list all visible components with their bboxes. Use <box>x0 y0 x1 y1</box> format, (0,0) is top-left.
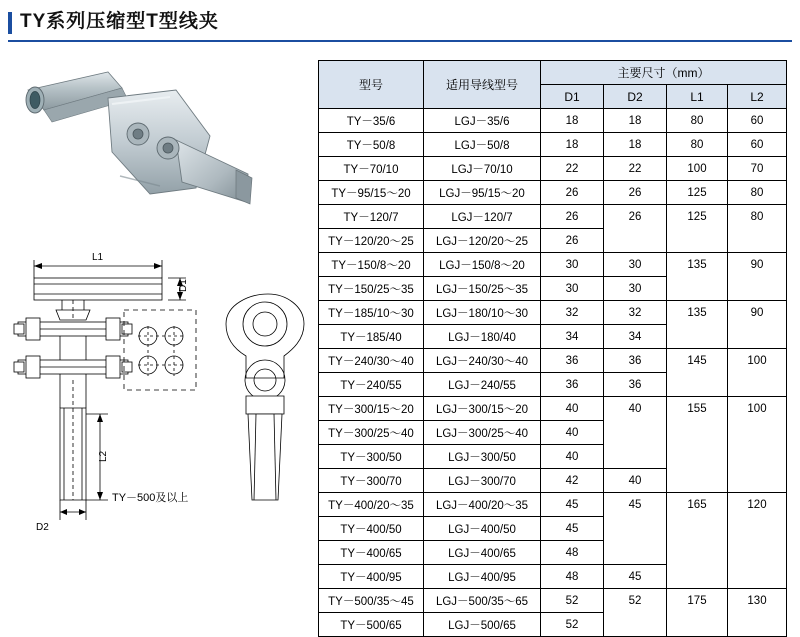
cell-l1 <box>667 613 728 637</box>
cell-wire-model: LGJ－35/6 <box>424 109 541 133</box>
header-d1: D1 <box>541 85 604 109</box>
cell-wire-model: LGJ－240/55 <box>424 373 541 397</box>
cell-d1: 42 <box>541 469 604 493</box>
label-d1: D1 <box>178 279 189 292</box>
cell-l1: 175 <box>667 589 728 613</box>
cell-l2: 80 <box>728 181 787 205</box>
title-divider <box>8 40 792 42</box>
cell-d1: 45 <box>541 517 604 541</box>
header-d2: D2 <box>604 85 667 109</box>
cell-l2 <box>728 613 787 637</box>
table-row <box>319 157 787 181</box>
cell-model: TY－70/10 <box>319 157 424 181</box>
drawing-caption: TY－500及以上 <box>112 492 189 504</box>
table-row <box>319 421 787 445</box>
cell-wire-model: LGJ－500/35～65 <box>424 589 541 613</box>
cell-d1: 32 <box>541 301 604 325</box>
cell-model: TY－400/65 <box>319 541 424 565</box>
cell-d2: 22 <box>604 157 667 181</box>
clamp-photo-illustration <box>0 48 318 208</box>
cell-model: TY－240/30～40 <box>319 349 424 373</box>
cell-d1: 26 <box>541 181 604 205</box>
table-row <box>319 541 787 565</box>
cell-l1: 135 <box>667 301 728 325</box>
cell-model: TY－95/15～20 <box>319 181 424 205</box>
cell-l1: 135 <box>667 253 728 277</box>
cell-model: TY－185/10～30 <box>319 301 424 325</box>
cell-model: TY－500/65 <box>319 613 424 637</box>
cell-model: TY－400/95 <box>319 565 424 589</box>
cell-l1 <box>667 229 728 253</box>
cell-wire-model: LGJ－180/10～30 <box>424 301 541 325</box>
cell-l1 <box>667 421 728 445</box>
cell-d1: 52 <box>541 613 604 637</box>
cell-d1: 40 <box>541 445 604 469</box>
cell-l1: 145 <box>667 349 728 373</box>
cell-l1 <box>667 541 728 565</box>
cell-d2: 45 <box>604 493 667 517</box>
table-row <box>319 397 787 421</box>
cell-l1: 155 <box>667 397 728 421</box>
cell-l1 <box>667 469 728 493</box>
cell-d2: 34 <box>604 325 667 349</box>
cell-l2: 120 <box>728 493 787 517</box>
cell-d2: 30 <box>604 253 667 277</box>
cell-d2 <box>604 517 667 541</box>
header-l2: L2 <box>728 85 787 109</box>
header-wire-model: 适用导线型号 <box>424 61 541 109</box>
cell-d1: 48 <box>541 541 604 565</box>
cell-l1 <box>667 277 728 301</box>
cell-l2: 60 <box>728 109 787 133</box>
cell-l1: 100 <box>667 157 728 181</box>
cell-d2: 45 <box>604 565 667 589</box>
cell-d2 <box>604 541 667 565</box>
cell-model: TY－300/70 <box>319 469 424 493</box>
cell-wire-model: LGJ－150/25～35 <box>424 277 541 301</box>
header-main-dimensions: 主要尺寸（mm） <box>541 61 787 85</box>
table-row <box>319 565 787 589</box>
label-d2: D2 <box>36 522 49 533</box>
cell-d1: 18 <box>541 109 604 133</box>
cell-wire-model: LGJ－400/20～35 <box>424 493 541 517</box>
cell-d1: 36 <box>541 373 604 397</box>
cell-d2 <box>604 445 667 469</box>
cell-model: TY－300/15～20 <box>319 397 424 421</box>
cell-model: TY－240/55 <box>319 373 424 397</box>
cell-wire-model: LGJ－400/50 <box>424 517 541 541</box>
table-row <box>319 373 787 397</box>
cell-model: TY－300/50 <box>319 445 424 469</box>
cell-model: TY－120/7 <box>319 205 424 229</box>
cell-l2 <box>728 565 787 589</box>
table-row <box>319 133 787 157</box>
cell-l1: 80 <box>667 133 728 157</box>
cell-l1 <box>667 373 728 397</box>
cell-wire-model: LGJ－150/8～20 <box>424 253 541 277</box>
cell-d2: 36 <box>604 349 667 373</box>
cell-d2: 18 <box>604 109 667 133</box>
cell-l2 <box>728 373 787 397</box>
product-drawings <box>0 48 318 566</box>
cell-model: TY－185/40 <box>319 325 424 349</box>
cell-wire-model: LGJ－300/70 <box>424 469 541 493</box>
cell-d1: 34 <box>541 325 604 349</box>
cell-d2: 18 <box>604 133 667 157</box>
table-row <box>319 205 787 229</box>
cell-l2 <box>728 325 787 349</box>
table-row <box>319 589 787 613</box>
cell-model: TY－500/35～45 <box>319 589 424 613</box>
cell-model: TY－400/20～35 <box>319 493 424 517</box>
cell-wire-model: LGJ－300/15～20 <box>424 397 541 421</box>
cell-d1: 40 <box>541 421 604 445</box>
cell-l1 <box>667 565 728 589</box>
cell-l1: 125 <box>667 205 728 229</box>
page-header <box>0 8 800 40</box>
cell-l2: 130 <box>728 589 787 613</box>
table-row <box>319 469 787 493</box>
table-row <box>319 301 787 325</box>
cell-d1: 22 <box>541 157 604 181</box>
cell-l2: 90 <box>728 253 787 277</box>
cell-d1: 30 <box>541 277 604 301</box>
header-model: 型号 <box>319 61 424 109</box>
label-l2: L2 <box>98 450 109 462</box>
cell-wire-model: LGJ－400/65 <box>424 541 541 565</box>
cell-wire-model: LGJ－70/10 <box>424 157 541 181</box>
cell-wire-model: LGJ－95/15～20 <box>424 181 541 205</box>
cell-l2 <box>728 277 787 301</box>
table-header-row-1 <box>319 61 787 85</box>
cell-d2: 52 <box>604 589 667 613</box>
cell-l1 <box>667 445 728 469</box>
cell-d2: 36 <box>604 373 667 397</box>
cell-d2 <box>604 421 667 445</box>
cell-wire-model: LGJ－50/8 <box>424 133 541 157</box>
cell-l2 <box>728 445 787 469</box>
cell-d2 <box>604 229 667 253</box>
table-row <box>319 253 787 277</box>
cell-l2: 60 <box>728 133 787 157</box>
table-row <box>319 349 787 373</box>
cell-wire-model: LGJ－240/30～40 <box>424 349 541 373</box>
cell-wire-model: LGJ－300/25～40 <box>424 421 541 445</box>
cell-d2: 40 <box>604 469 667 493</box>
cell-l2: 100 <box>728 349 787 373</box>
cell-d1: 26 <box>541 205 604 229</box>
cell-l2 <box>728 517 787 541</box>
cell-wire-model: LGJ－120/20～25 <box>424 229 541 253</box>
table-header <box>319 61 787 109</box>
cell-d1: 18 <box>541 133 604 157</box>
label-l1: L1 <box>92 252 104 263</box>
cell-model: TY－50/8 <box>319 133 424 157</box>
cell-d1: 45 <box>541 493 604 517</box>
cell-wire-model: LGJ－500/65 <box>424 613 541 637</box>
cell-l1: 125 <box>667 181 728 205</box>
table-row <box>319 277 787 301</box>
cell-d2: 26 <box>604 181 667 205</box>
title-accent-bar <box>8 12 12 34</box>
cell-d2: 26 <box>604 205 667 229</box>
cell-l2: 90 <box>728 301 787 325</box>
cell-d1: 48 <box>541 565 604 589</box>
cell-model: TY－150/8～20 <box>319 253 424 277</box>
cell-d1: 36 <box>541 349 604 373</box>
cell-l2: 80 <box>728 205 787 229</box>
cell-l1 <box>667 517 728 541</box>
cell-d1: 30 <box>541 253 604 277</box>
table-row <box>319 517 787 541</box>
specifications-table <box>318 60 787 637</box>
cell-d1: 40 <box>541 397 604 421</box>
cell-wire-model: LGJ－180/40 <box>424 325 541 349</box>
cell-l2 <box>728 469 787 493</box>
cell-l2: 100 <box>728 397 787 421</box>
cell-l1: 80 <box>667 109 728 133</box>
cell-d1: 26 <box>541 229 604 253</box>
table-row <box>319 181 787 205</box>
cell-wire-model: LGJ－120/7 <box>424 205 541 229</box>
cell-model: TY－120/20～25 <box>319 229 424 253</box>
cell-model: TY－150/25～35 <box>319 277 424 301</box>
cell-model: TY－35/6 <box>319 109 424 133</box>
table-body <box>319 109 787 637</box>
table-row <box>319 493 787 517</box>
cell-l2 <box>728 421 787 445</box>
cell-wire-model: LGJ－300/50 <box>424 445 541 469</box>
cell-d2: 40 <box>604 397 667 421</box>
cell-l1 <box>667 325 728 349</box>
table-row <box>319 445 787 469</box>
table-row <box>319 613 787 637</box>
table-row <box>319 229 787 253</box>
cell-wire-model: LGJ－400/95 <box>424 565 541 589</box>
table-row <box>319 325 787 349</box>
table-row <box>319 109 787 133</box>
cell-d2: 32 <box>604 301 667 325</box>
cell-model: TY－400/50 <box>319 517 424 541</box>
cell-l2 <box>728 541 787 565</box>
cell-l1: 165 <box>667 493 728 517</box>
cell-d2: 30 <box>604 277 667 301</box>
cell-d2 <box>604 613 667 637</box>
page-title: TY系列压缩型T型线夹 <box>20 11 219 32</box>
header-l1: L1 <box>667 85 728 109</box>
cell-model: TY－300/25～40 <box>319 421 424 445</box>
cell-l2 <box>728 229 787 253</box>
cell-d1: 52 <box>541 589 604 613</box>
cell-l2: 70 <box>728 157 787 181</box>
